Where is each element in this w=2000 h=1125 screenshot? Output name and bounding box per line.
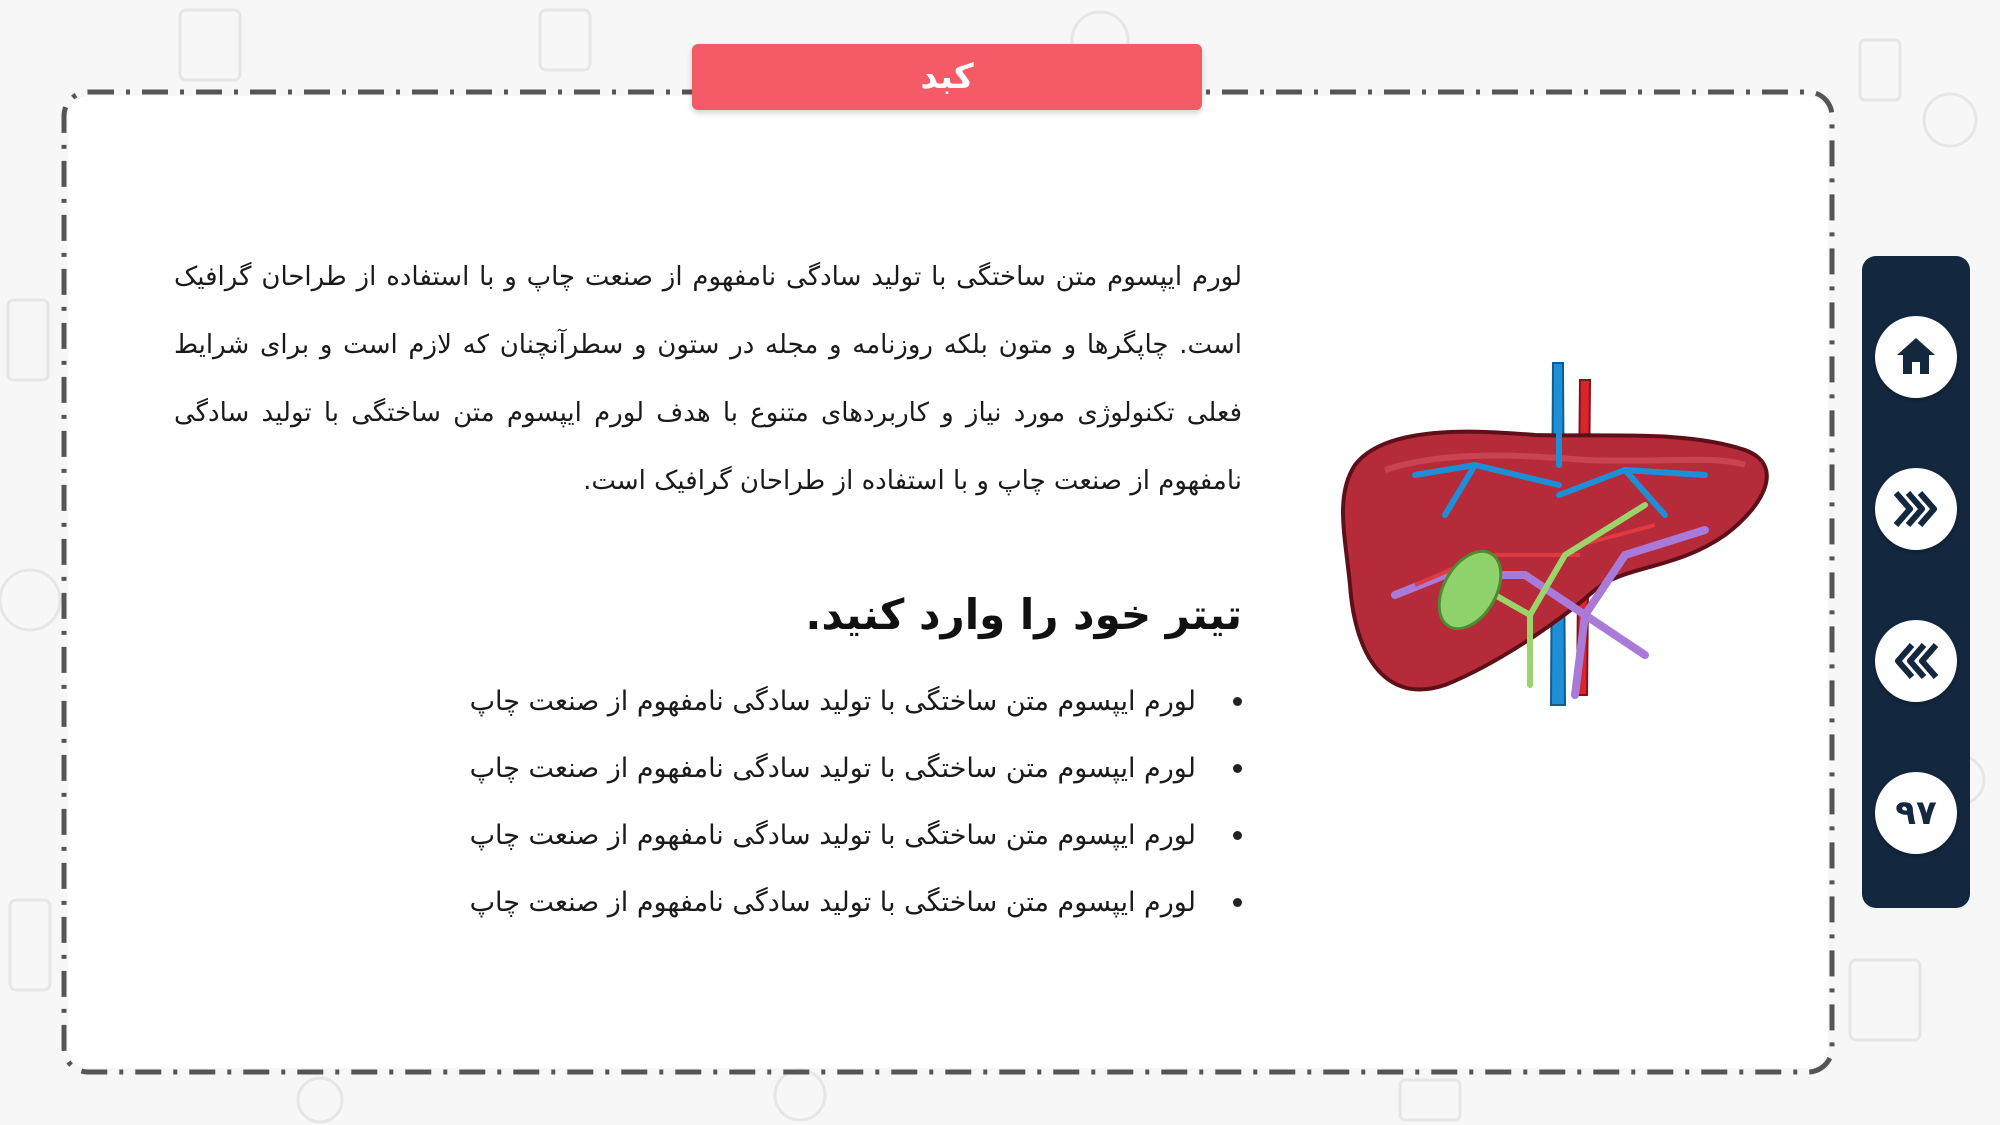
bullet-dot-icon (1233, 764, 1242, 773)
navigation-panel (1862, 256, 1970, 908)
slide-title: کبد (692, 44, 1202, 110)
bullet-dot-icon (1233, 831, 1242, 840)
list-item: لورم ایپسوم متن ساختگی با تولید سادگی نامفهوم از صنعت چاپ (400, 735, 1242, 802)
double-chevron-right-icon (1892, 489, 1940, 529)
home-button[interactable] (1875, 316, 1957, 398)
home-icon (1893, 334, 1939, 380)
section-heading: تیتر خود را وارد کنید. (805, 590, 1242, 639)
liver-illustration (1325, 355, 1785, 815)
double-chevron-left-icon (1892, 641, 1940, 681)
bullet-list (400, 668, 1242, 936)
previous-button[interactable] (1875, 620, 1957, 702)
list-item: لورم ایپسوم متن ساختگی با تولید سادگی نامفهوم از صنعت چاپ (400, 668, 1242, 735)
page-number-badge (1875, 772, 1957, 854)
next-button[interactable] (1875, 468, 1957, 550)
bullet-dot-icon (1233, 697, 1242, 706)
list-item: لورم ایپسوم متن ساختگی با تولید سادگی نامفهوم از صنعت چاپ (400, 802, 1242, 869)
bullet-dot-icon (1233, 898, 1242, 907)
list-item: لورم ایپسوم متن ساختگی با تولید سادگی نامفهوم از صنعت چاپ (400, 869, 1242, 936)
body-paragraph: لورم ایپسوم متن ساختگی با تولید سادگی نامفهوم از صنعت چاپ و با استفاده از طراحان گرافیک است. چاپگرها و متون بلکه روزنامه و مجله در ستون و سطرآنچنان که لازم است و برای شرایط فعلی تکنولوژی مورد نیاز و کاربردهای متنوع با هدف لورم ایپسوم متن ساختگی با تولید سادگی نامفهوم از صنعت چاپ و با استفاده از طراحان گرافیک است. (174, 262, 1242, 496)
page-number: ۹۷ (1895, 793, 1937, 833)
